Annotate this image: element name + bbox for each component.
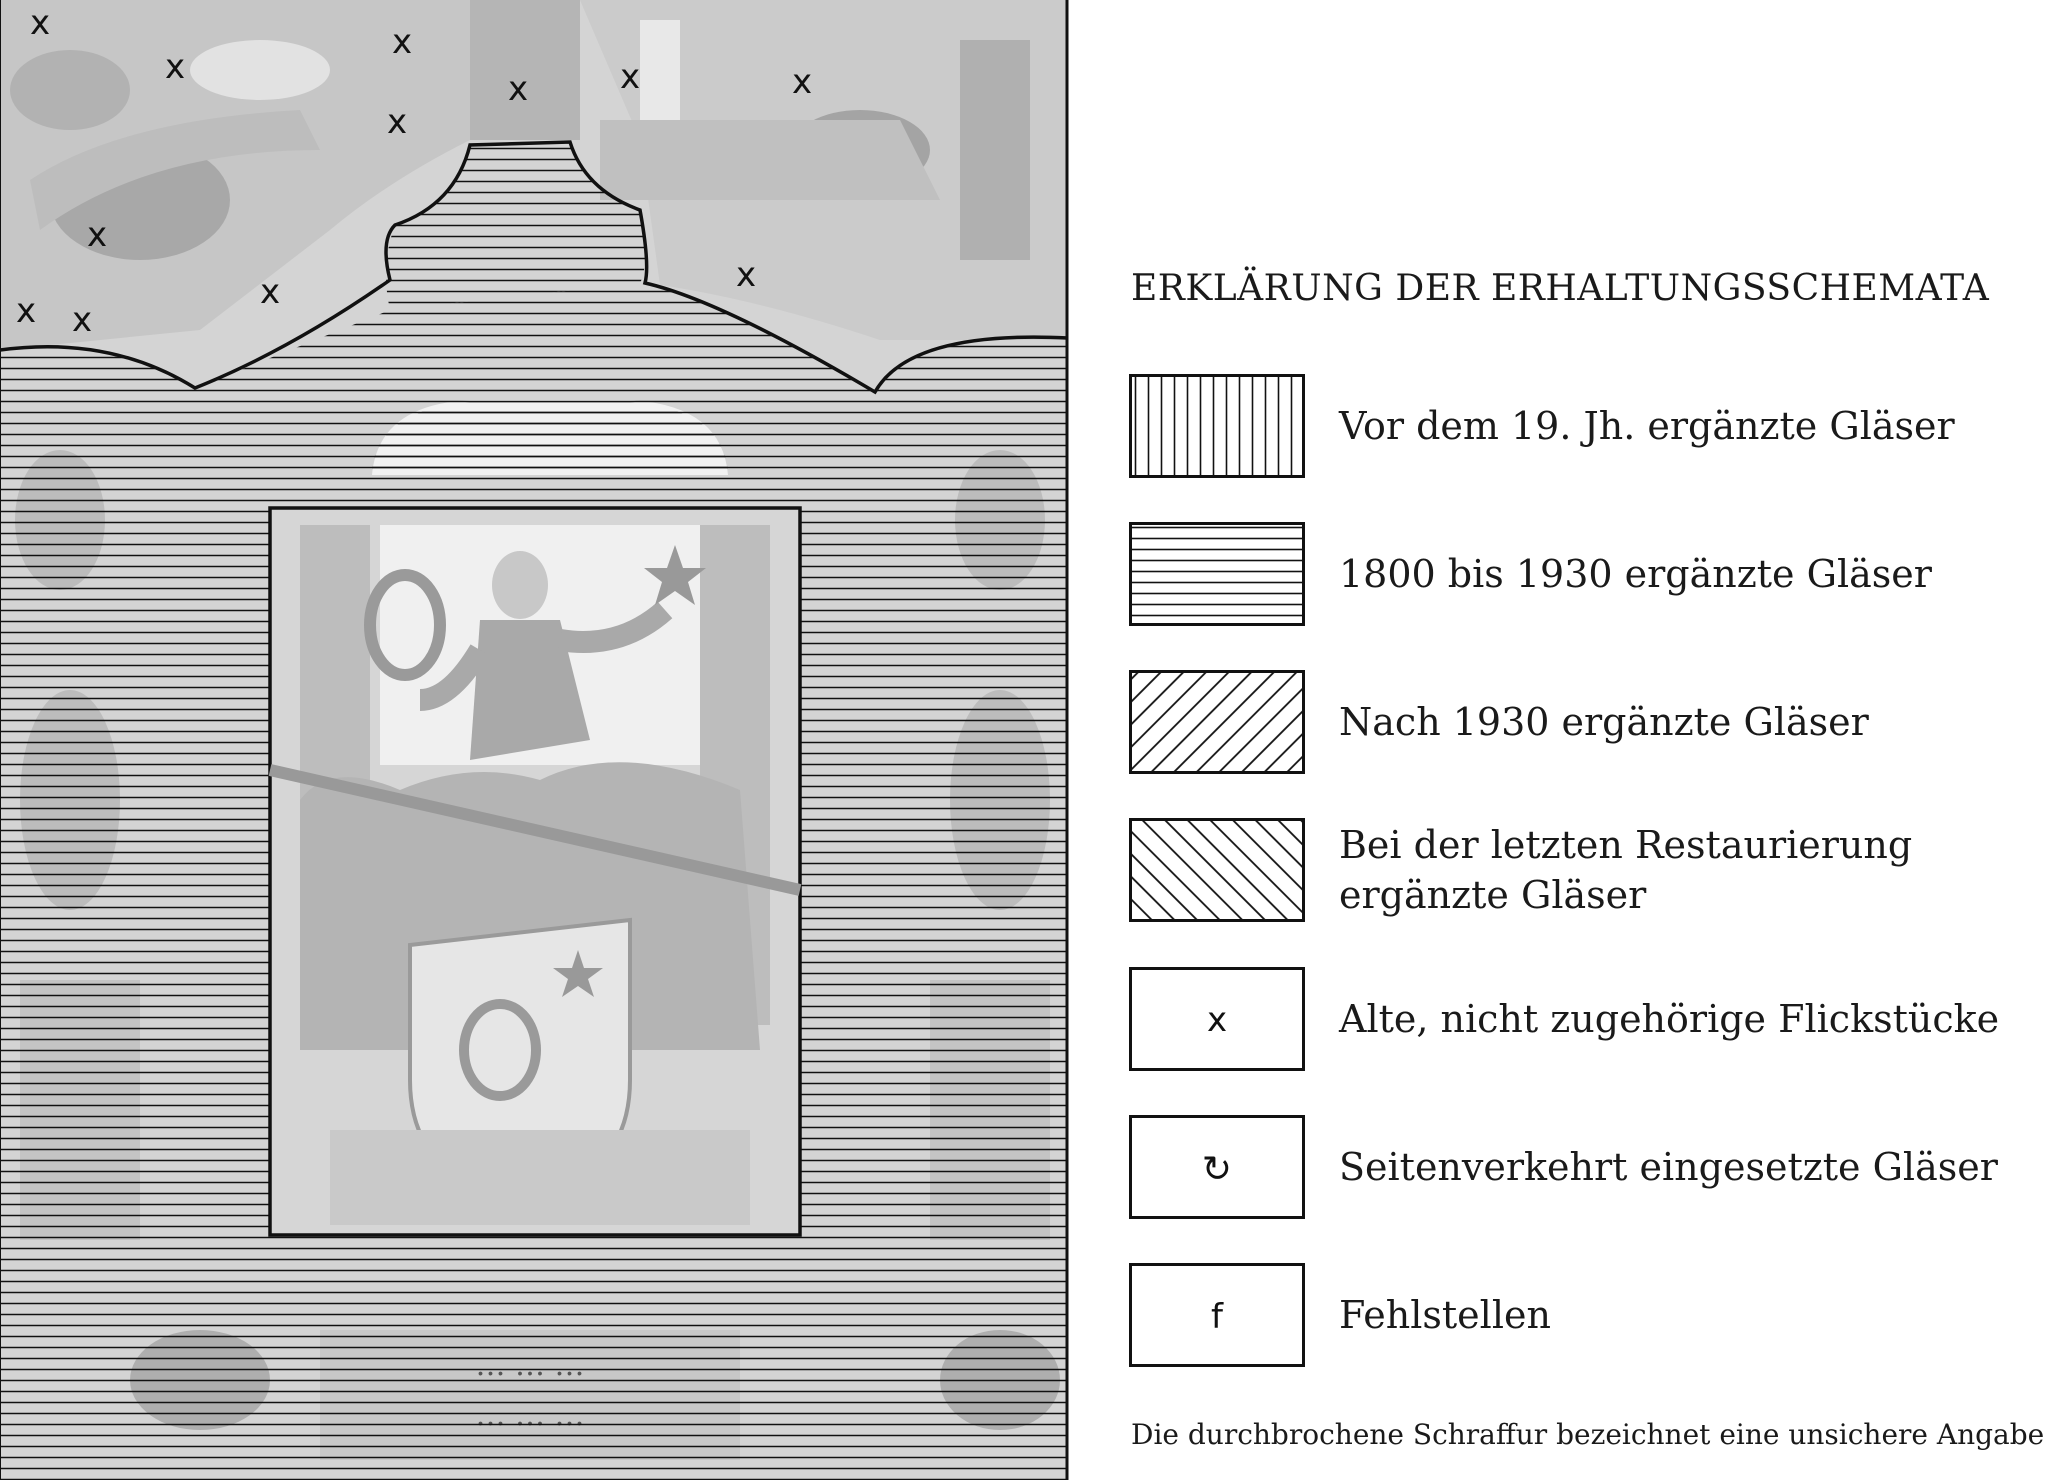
- patch-mark: x: [164, 47, 186, 87]
- legend-label: Vor dem 19. Jh. ergänzte Gläser: [1339, 404, 1955, 448]
- legend-item-horizontal-hatch: [1129, 522, 2009, 626]
- swatch-patch-symbol: [1129, 967, 1305, 1071]
- central-figure-panel: [270, 508, 800, 1235]
- swatch-missing-symbol: [1129, 1263, 1305, 1367]
- patch-mark: x: [735, 255, 757, 295]
- legend-item-reversed-symbol: [1129, 1115, 2009, 1219]
- patch-mark: x: [71, 300, 93, 340]
- legend-label: Alte, nicht zugehörige Flickstücke: [1339, 997, 2000, 1041]
- patch-mark: x: [391, 22, 413, 62]
- patch-mark: x: [619, 57, 641, 97]
- legend-label: Fehlstellen: [1339, 1293, 1551, 1337]
- swatch-reversed-symbol: [1129, 1115, 1305, 1219]
- legend-title: ERKLÄRUNG DER ERHALTUNGSSCHEMATA: [1131, 268, 1990, 309]
- swatch-vertical-hatch: [1129, 374, 1305, 478]
- patch-mark: x: [791, 62, 813, 102]
- patch-mark: x: [29, 3, 51, 43]
- reversed-icon: ↻: [1201, 1149, 1233, 1190]
- legend-label: Seitenverkehrt eingesetzte Gläser: [1339, 1145, 1998, 1189]
- legend-label: 1800 bis 1930 ergänzte Gläser: [1339, 552, 1932, 596]
- legend-label: Nach 1930 ergänzte Gläser: [1339, 700, 1869, 744]
- patch-mark: x: [86, 215, 108, 255]
- patch-mark: x: [15, 291, 37, 331]
- legend-item-diagonal-hatch-down: [1129, 670, 2009, 774]
- swatch-horizontal-hatch: [1129, 522, 1305, 626]
- legend-label: Bei der letzten Restaurierung ergänzte Gläser: [1339, 823, 1913, 917]
- patch-symbol: x: [1206, 1000, 1228, 1040]
- patch-mark: x: [507, 69, 529, 109]
- legend-footnote: Die durchbrochene Schraffur bezeichnet eine unsichere Angabe: [1131, 1418, 2045, 1451]
- figure-head: [492, 551, 548, 619]
- patch-mark: x: [386, 102, 408, 142]
- swatch-diagonal-hatch-down: [1129, 670, 1305, 774]
- swatch-diagonal-hatch-up: [1129, 818, 1305, 922]
- legend-item-patch-symbol: [1129, 967, 2009, 1071]
- legend-item-diagonal-hatch-up: [1129, 818, 2009, 922]
- legend-item-vertical-hatch: [1129, 374, 2009, 478]
- missing-symbol: f: [1211, 1297, 1223, 1337]
- legend-item-missing-symbol: [1129, 1263, 2009, 1367]
- patch-mark: x: [259, 272, 281, 312]
